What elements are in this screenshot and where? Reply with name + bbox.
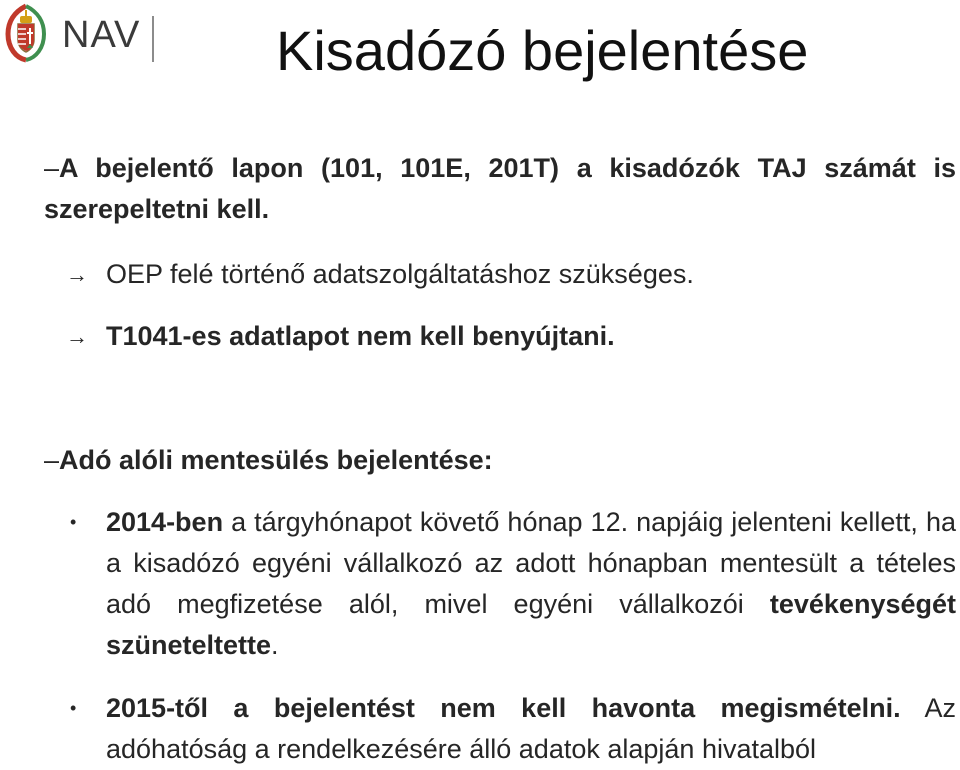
sub-item-t1041-text: T1041-es adatlapot nem kell benyújtani. xyxy=(106,321,615,351)
dash-marker: – xyxy=(44,153,60,183)
page-title: Kisadózó bejelentése xyxy=(276,19,809,82)
section-2-text: Adó alóli mentesülés bejelentése: xyxy=(59,445,493,475)
bullet-marker: • xyxy=(70,512,77,532)
hungarian-crest-icon xyxy=(6,4,46,62)
section-tax-id-requirement xyxy=(44,148,956,230)
bullet-2015-paragraph xyxy=(106,688,956,770)
nav-logo xyxy=(0,0,160,70)
bullet-2014-tail: . xyxy=(271,630,279,660)
section-exemption xyxy=(44,440,960,481)
bullet-2015-text: Az adóhatóság a rendelkezésére álló adatok alapján hivatalból xyxy=(106,693,956,764)
arrow-right-icon: → xyxy=(66,262,88,287)
logo-divider xyxy=(152,16,154,62)
bullet-2014-lead: 2014-ben xyxy=(106,507,224,537)
bullet-2014-text: a tárgyhónapot követő hónap 12. napjáig jelenteni kellett, ha a kisadózó egyéni vállalkozó az adott hónapban mentesült a tételes adó megfizetése alól, mivel egyéni vállalkozói xyxy=(106,507,956,619)
section-1-paragraph xyxy=(44,148,956,230)
section-1-text: A bejelentő lapon (101, 101E, 201T) a kisadózók TAJ számát is szerepeltetni kell. xyxy=(44,153,956,224)
sub-item-oep-text: OEP felé történő adatszolgáltatáshoz szükséges. xyxy=(106,259,694,289)
bullet-2014-bold-tail: tevékenységét szüneteltette xyxy=(106,589,956,660)
bullet-marker: • xyxy=(70,698,77,718)
logo-text: NAV xyxy=(62,14,141,56)
bullet-2015-lead: 2015-től a bejelentést nem kell havonta megismételni. xyxy=(106,693,901,723)
arrow-right-icon: → xyxy=(66,324,88,349)
bullet-2014-paragraph xyxy=(106,502,956,666)
dash-marker: – xyxy=(44,445,60,475)
